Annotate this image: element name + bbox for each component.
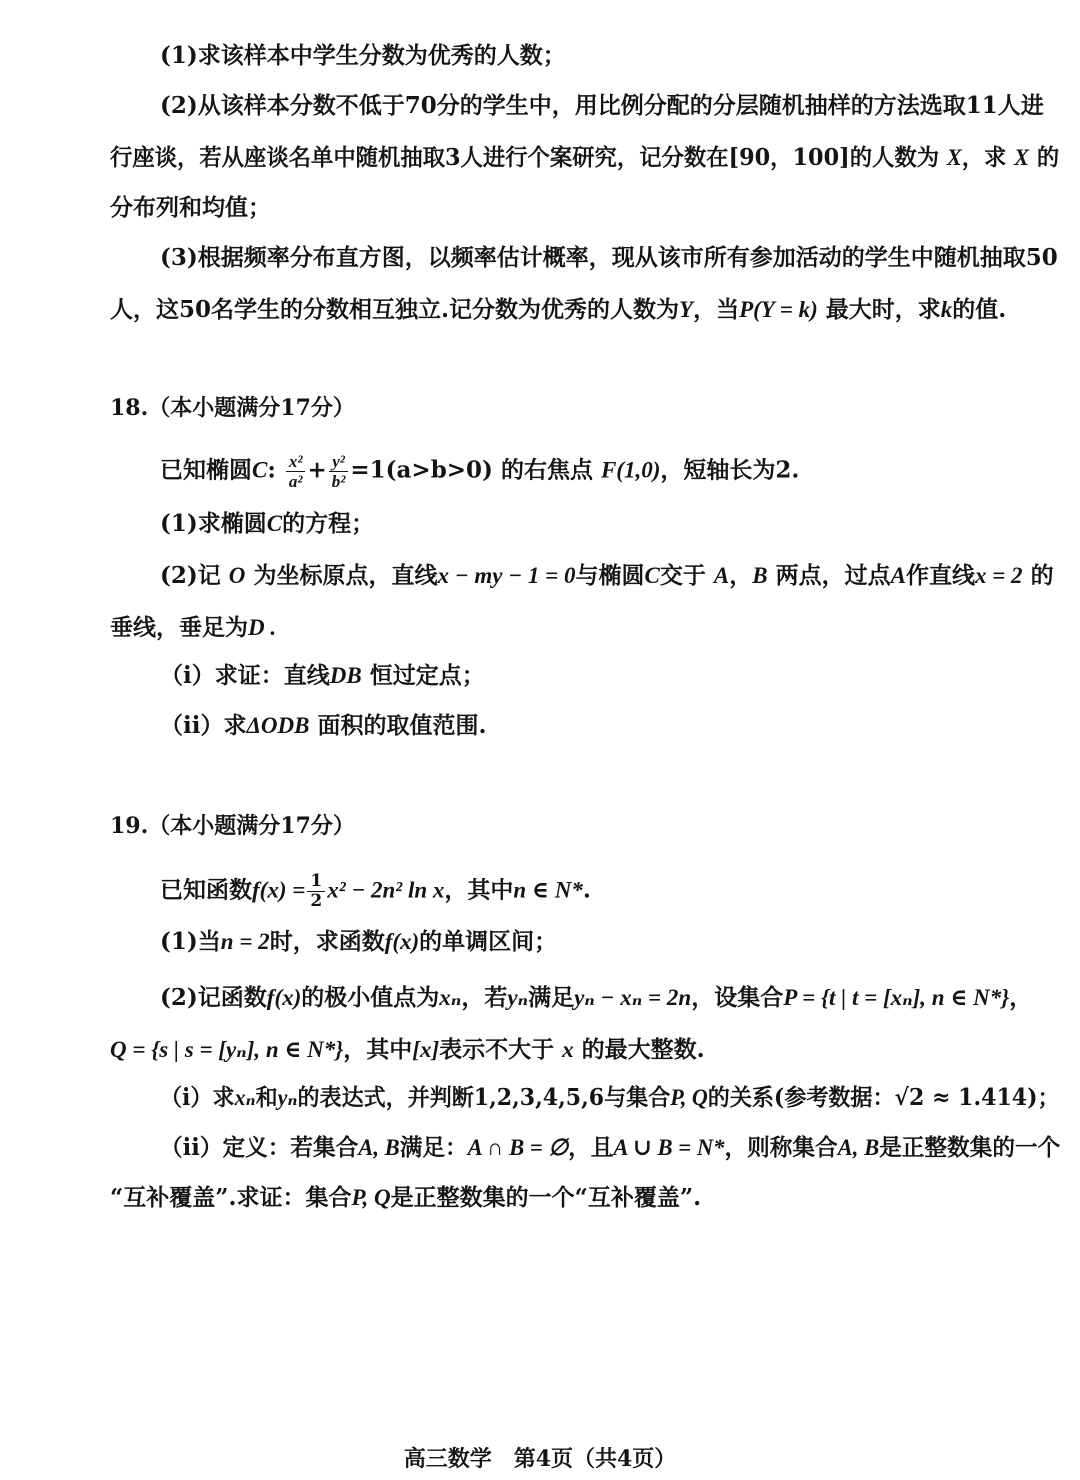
q19-part2-line1: (2)记函数f(x)的极小值点为xₙ，若yₙ满足yₙ − xₙ = 2n，设集合P = {t | t = [xₙ], n ∈ N*}，	[160, 984, 1033, 1011]
q17-part2-line1: (2)从该样本分数不低于70分的学生中，用比例分配的分层随机抽样的方法选取11人进	[160, 92, 1044, 119]
q19-header: 19.（本小题满分17分）	[110, 813, 355, 839]
q17-part2-line2: 行座谈，若从座谈名单中随机抽取3人进行个案研究，记分数在[90，100]的人数为 X，求 X 的	[110, 144, 1060, 171]
fraction-y2-b2: $\frac{\text{y²}}{\text{b²}}$	[329, 452, 349, 491]
q17-part2-line3: 分布列和均值；	[110, 194, 271, 221]
q17-part3-line2: 人，这50名学生的分数相互独立.记分数为优秀的人数为Y，当P(Y = k) 最大时，求k的值.	[110, 296, 1007, 323]
q18-sub-i: （ⅰ）求证：直线DB 恒过定点；	[160, 662, 485, 689]
q19-part1: (1)当n = 2时，求函数f(x)的单调区间；	[160, 928, 558, 955]
q18-part2-line2: 垂线，垂足为D .	[110, 614, 277, 641]
fraction-one-half: $\frac{1}{2}$	[307, 872, 325, 911]
q17-part1: (1)求该样本中学生分数为优秀的人数；	[160, 42, 566, 69]
q18-part2-line1: (2)记 O 为坐标原点，直线x − my − 1 = 0与椭圆C交于 A，B 两点，过点A作直线x = 2 的	[160, 562, 1054, 589]
q19-sub-i: （ⅰ）求xₙ和yₙ的表达式，并判断1,2,3,4,5,6与集合P, Q的关系(参考数据：√2 ≈ 1.414)；	[160, 1084, 1060, 1111]
q19-stem: 已知函数f(x) = $\frac{1}{2}$ x² − 2n² ln x，其中n ∈ N*.	[160, 871, 591, 911]
q17-part3-line1: (3)根据频率分布直方图，以频率估计概率，现从该市所有参加活动的学生中随机抽取50	[160, 244, 1058, 271]
q18-stem: 已知椭圆C: $\frac{\text{x²}}{\text{a²}}$ + $\frac{\text{y²}}{\text{b²}}$ =1(a>b>0) 的右焦点 F(1,0)，短轴长为2.	[160, 452, 800, 491]
q18-sub-ii: （ⅱ）求ΔODB 面积的取值范围.	[160, 712, 487, 739]
q18-header: 18.（本小题满分17分）	[110, 395, 355, 421]
q19-part2-line2: Q = {s | s = [yₙ], n ∈ N*}，其中[x]表示不大于 x 的最大整数.	[110, 1036, 705, 1063]
fraction-x2-a2: $\frac{\text{x²}}{\text{a²}}$	[286, 452, 306, 491]
q19-sub-ii-line2: “互补覆盖”.求证：集合P, Q是正整数集的一个“互补覆盖”.	[110, 1184, 702, 1211]
q18-part1: (1)求椭圆C的方程；	[160, 510, 375, 537]
page-footer: 高三数学 第4页（共4页）	[403, 1446, 677, 1472]
q19-sub-ii-line1: （ⅱ）定义：若集合A, B满足：A ∩ B = ∅，且A ∪ B = N*，则称集合A, B是正整数集的一个	[160, 1134, 1061, 1161]
